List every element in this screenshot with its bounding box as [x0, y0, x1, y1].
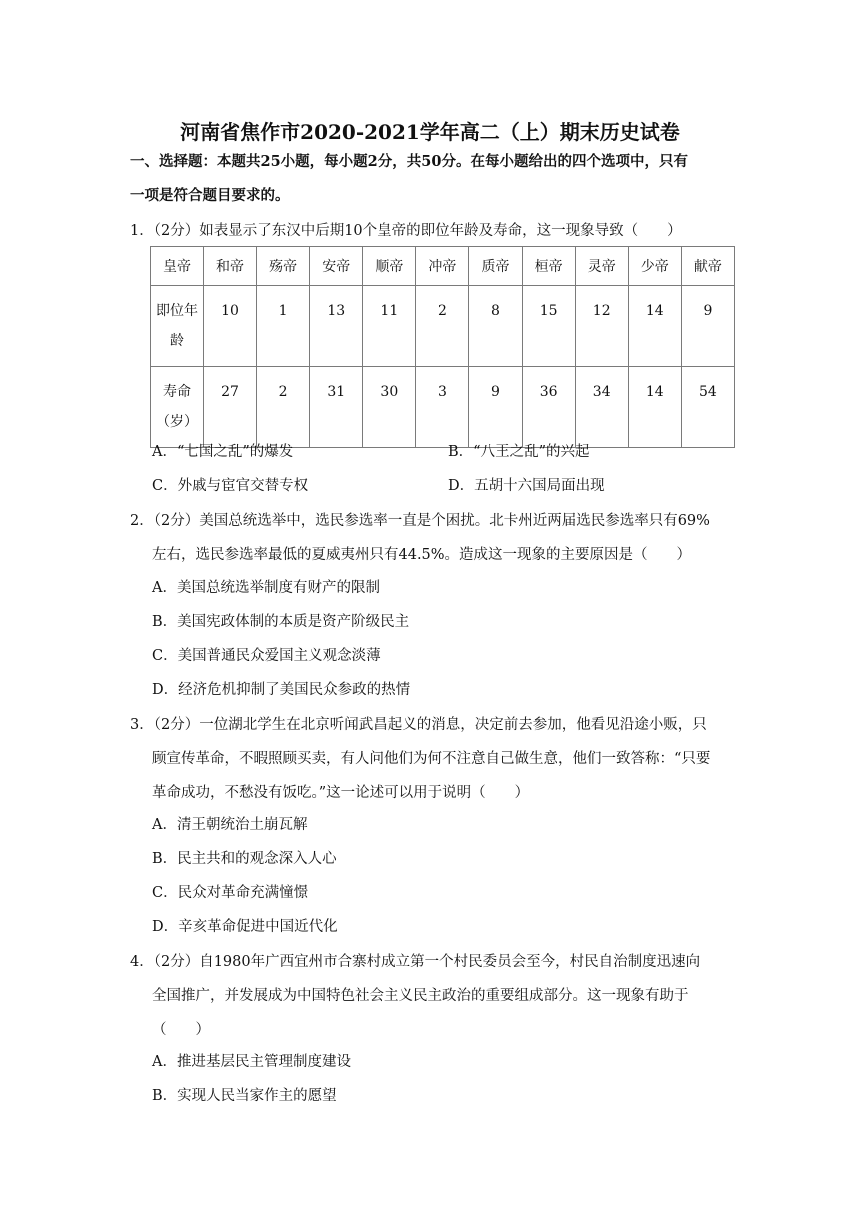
- question-1: [130, 214, 740, 248]
- table-cell: 30: [363, 367, 416, 448]
- emperor-table: [150, 246, 735, 448]
- table-cell: 和帝: [204, 247, 257, 286]
- table-cell: 12: [575, 286, 628, 367]
- question-1-option-c[interactable]: C．外戚与宦官交替专权: [152, 478, 309, 494]
- question-2-option-a[interactable]: A．美国总统选举制度有财产的限制: [152, 580, 380, 596]
- table-cell: 14: [628, 367, 681, 448]
- question-4-option-a[interactable]: A．推进基层民主管理制度建设: [152, 1054, 351, 1070]
- table-cell: 31: [310, 367, 363, 448]
- question-3-stem-line: 3．（2分）一位湖北学生在北京听闻武昌起义的消息，决定前去参加，他看见沿途小贩，只: [130, 717, 707, 733]
- question-1-stem: 1．（2分）如表显示了东汉中后期10个皇帝的即位年龄及寿命，这一现象导致（ ）: [130, 223, 682, 239]
- question-3-stem-line: 革命成功，不愁没有饭吃。”这一论述可以用于说明（ ）: [152, 785, 530, 801]
- table-cell: 殇帝: [257, 247, 310, 286]
- table-cell: 3: [416, 367, 469, 448]
- question-3-option-d[interactable]: D．辛亥革命促进中国近代化: [152, 919, 338, 935]
- instructions-line: 一、选择题：本题共25小题，每小题2分，共50分。在每小题给出的四个选项中，只有: [130, 153, 688, 170]
- table-cell: 2: [416, 286, 469, 367]
- table-cell: 桓帝: [522, 247, 575, 286]
- question-4-stem-line: （ ）: [152, 1022, 210, 1038]
- table-cell: 寿命（岁）: [151, 367, 204, 448]
- question-3-option-b[interactable]: B．民主共和的观念深入人心: [152, 851, 337, 867]
- table-cell: 灵帝: [575, 247, 628, 286]
- question-2: [130, 504, 740, 572]
- table-cell: 15: [522, 286, 575, 367]
- question-2-option-b[interactable]: B．美国宪政体制的本质是资产阶级民主: [152, 614, 410, 630]
- table-cell: 54: [681, 367, 734, 448]
- table-cell: 10: [204, 286, 257, 367]
- table-cell: 9: [469, 367, 522, 448]
- section-instructions: [130, 145, 740, 213]
- question-2-option-d[interactable]: D．经济危机抑制了美国民众参政的热情: [152, 682, 411, 698]
- table-cell: 1: [257, 286, 310, 367]
- question-3-option-c[interactable]: C．民众对革命充满憧憬: [152, 885, 309, 901]
- question-1-option-a[interactable]: A．“七国之乱”的爆发: [152, 444, 294, 460]
- table-cell: 36: [522, 367, 575, 448]
- question-3-stem-line: 顾宣传革命，不暇照顾买卖，有人问他们为何不注意自己做生意，他们一致答称：“只要: [152, 751, 711, 767]
- table-cell: 2: [257, 367, 310, 448]
- table-cell: 14: [628, 286, 681, 367]
- table-cell: 13: [310, 286, 363, 367]
- table-cell: 顺帝: [363, 247, 416, 286]
- question-3: [130, 708, 740, 810]
- table-cell: 即位年龄: [151, 286, 204, 367]
- table-row: [151, 286, 735, 367]
- question-4-stem-line: 全国推广，并发展成为中国特色社会主义民主政治的重要组成部分。这一现象有助于: [152, 988, 689, 1004]
- table-cell: 9: [681, 286, 734, 367]
- question-4-stem-line: 4．（2分）自1980年广西宜州市合寨村成立第一个村民委员会至今，村民自治制度迅速向: [130, 954, 701, 970]
- table-cell: 献帝: [681, 247, 734, 286]
- question-1-option-b[interactable]: B．“八王之乱”的兴起: [448, 444, 590, 460]
- table-cell: 冲帝: [416, 247, 469, 286]
- question-4: [130, 945, 740, 1047]
- table-row: [151, 367, 735, 448]
- question-2-stem-line: 2．（2分）美国总统选举中，选民参选率一直是个困扰。北卡州近两届选民参选率只有69%: [130, 513, 710, 529]
- question-2-option-c[interactable]: C．美国普通民众爱国主义观念淡薄: [152, 648, 381, 664]
- question-2-stem-line: 左右，选民参选率最低的夏威夷州只有44.5%。造成这一现象的主要原因是（ ）: [152, 547, 692, 563]
- question-4-option-b[interactable]: B．实现人民当家作主的愿望: [152, 1088, 337, 1104]
- table-cell: 质帝: [469, 247, 522, 286]
- table-cell: 27: [204, 367, 257, 448]
- page-title: 河南省焦作市2020-2021学年高二（上）期末历史试卷: [180, 120, 680, 144]
- instructions-line: 一项是符合题目要求的。: [130, 187, 290, 204]
- table-cell: 34: [575, 367, 628, 448]
- table-cell: 皇帝: [151, 247, 204, 286]
- question-3-option-a[interactable]: A．清王朝统治土崩瓦解: [152, 817, 308, 833]
- question-1-option-d[interactable]: D．五胡十六国局面出现: [448, 478, 605, 494]
- table-row: [151, 247, 735, 286]
- table-cell: 少帝: [628, 247, 681, 286]
- table-cell: 8: [469, 286, 522, 367]
- table-cell: 11: [363, 286, 416, 367]
- table-cell: 安帝: [310, 247, 363, 286]
